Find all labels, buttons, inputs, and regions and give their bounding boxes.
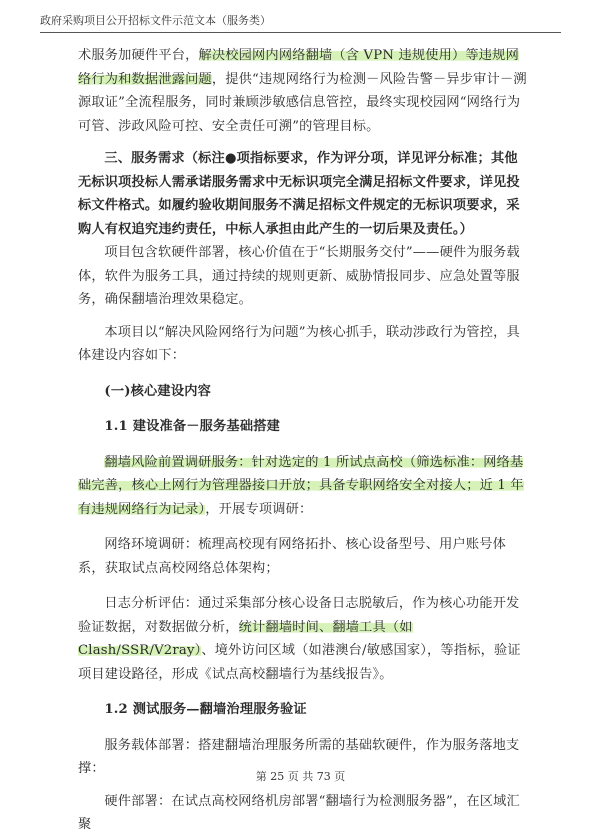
paragraph-network-survey: 网络环境调研：梳理高校现有网络拓扑、核心设备型号、用户账号体系，获取试点高校网络总体架构； bbox=[78, 537, 507, 576]
paragraph-hardware: 硬件部署：在试点高校网络机房部署“翻墙行为检测服务器”，在区域汇聚 bbox=[78, 793, 520, 832]
page-number: 第 25 页 共 73 页 bbox=[255, 770, 346, 783]
paragraph-deployment: 项目包含软硬件部署，核心价值在于“长期服务交付”——硬件为服务载体，软件为服务工具，通过持续的规则更新、威胁情报同步、应急处置等服务，确保翻墙治理效果稳定。 bbox=[78, 245, 520, 307]
highlighted-text: 翻墙风险前置调研服务：针对选定的 1 所试点高校（筛选标准：网络基础完善，核心上网行为管理器接口开放；具备专职网络安全对接人；近 1 年有违规网络行为记录） bbox=[78, 454, 524, 517]
subsection-heading-1-1: 1.1 建设准备－服务基础搭建 bbox=[104, 419, 280, 434]
paragraph-service-carrier: 服务载体部署：搭建翻墙治理服务所需的基础软硬件，作为服务落地支撑： bbox=[78, 737, 520, 776]
paragraph-text: ，开展专项调研： bbox=[205, 501, 313, 517]
paragraph-scope: 本项目以“解决风险网络行为问题”为核心抓手，联动涉政行为管控，具体建设内容如下： bbox=[78, 324, 520, 363]
document-body bbox=[78, 44, 527, 837]
paragraph-pre-survey bbox=[78, 451, 527, 522]
highlighted-text: 解决校园网内网络翻墙（含 VPN 违规使用）等违规网络行为和数据泄露问题 bbox=[78, 48, 519, 87]
paragraph-log-analysis bbox=[78, 592, 527, 686]
subsection-heading-1-2: 1.2 测试服务—翻墙治理服务验证 bbox=[104, 702, 307, 717]
paragraph-text: 、境外访问区域（如港澳台/敏感国家），等指标，验证项目建设路径，形成《试点高校翻墙行为基线报告》。 bbox=[78, 643, 521, 682]
highlighted-text: 统计翻墙时间、翻墙工具（如 Clash/SSR/V2ray） bbox=[78, 619, 413, 658]
paragraph-text: 术服务加硬件平台， bbox=[78, 48, 199, 63]
section-heading-service-requirements: 三、服务需求（标注●项指标要求，作为评分项，详见评分标准；其他无标识项投标人需承诺服务需求中无标识项完全满足招标文件要求，详见投标文件格式。如履约验收期间服务不满足招标文件规定的无标识项要求，采购人有权追究违约责任，中标人承担由此产生的一切后果及责任。） bbox=[78, 151, 520, 237]
paragraph-continued bbox=[78, 44, 527, 138]
subsection-heading-core-content: (一)核心建设内容 bbox=[104, 383, 211, 399]
paragraph-text: 日志分析评估：通过采集部分核心设备日志脱敏后，作为核心功能开发验证数据，对数据做分析， bbox=[78, 596, 520, 635]
paragraph-text: ，提供“违规网络行为检测－风险告警－异步审计－溯源取证”全流程服务，同时兼顾涉敏感信息管控，最终实现校园网“网络行为可管、涉政风险可控、安全责任可溯”的管理目标。 bbox=[78, 71, 527, 134]
page-header: 政府采购项目公开招标文件示范文本（服务类） bbox=[40, 12, 561, 33]
